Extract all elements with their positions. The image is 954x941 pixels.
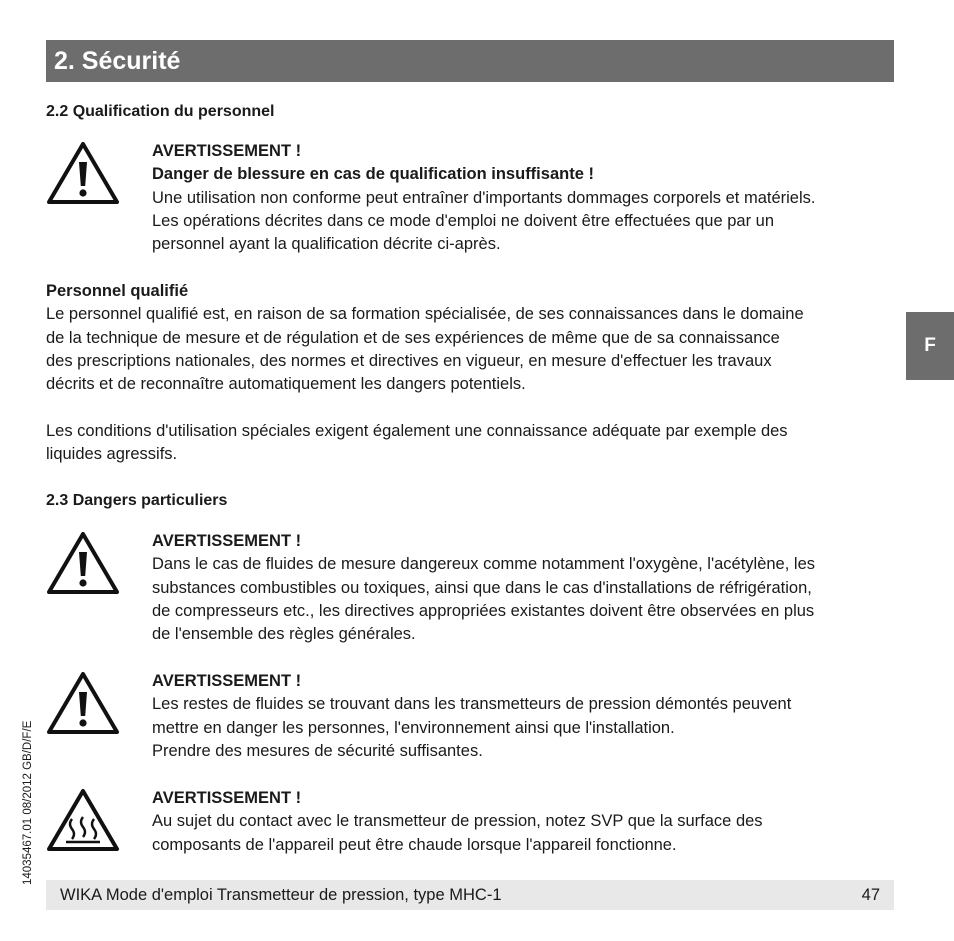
warning-text-line: mettre en danger les personnes, l'environnement ainsi que l'installation. — [152, 718, 675, 737]
document-id: 14035467.01 08/2012 GB/D/F/E — [22, 720, 34, 885]
hot-surface-icon — [46, 787, 120, 853]
warning-dangerous-fluids — [152, 530, 912, 646]
warning-text-line: Les restes de fluides se trouvant dans les transmetteurs de pression démontés peuvent — [152, 695, 792, 714]
warning-text-line: de compresseurs etc., les directives appropriées existantes doivent être observées en plus — [152, 601, 815, 620]
section-heading-2-3: 2.3 Dangers particuliers — [46, 492, 228, 509]
paragraph-line: de la technique de mesure et de régulation et de ses expériences de même que de sa connaissance — [46, 328, 780, 347]
warning-text-line: substances combustibles ou toxiques, ainsi que dans le cas d'installations de réfrigération, — [152, 578, 812, 597]
paragraph-line: des prescriptions nationales, des normes et directives en vigueur, en mesure d'effectuer les travaux — [46, 351, 772, 370]
warning-hot-surface — [152, 787, 912, 857]
section-heading-2-2: 2.2 Qualification du personnel — [46, 103, 275, 120]
warning-title: AVERTISSEMENT ! — [152, 532, 302, 550]
warning-triangle-icon — [46, 530, 120, 596]
language-tab — [906, 312, 954, 380]
warning-residual-fluids — [152, 670, 912, 763]
warning-text-line: Prendre des mesures de sécurité suffisantes. — [152, 741, 483, 760]
warning-text-line: Une utilisation non conforme peut entraîner d'importants dommages corporels et matériels. — [152, 188, 816, 207]
qualified-personnel-block — [46, 280, 906, 396]
warning-text-line: Dans le cas de fluides de mesure dangereux comme notamment l'oxygène, l'acétylène, les — [152, 555, 815, 574]
warning-triangle-icon — [46, 140, 120, 206]
conditions-paragraph — [46, 420, 906, 467]
page-title: 2. Sécurité — [46, 40, 894, 82]
page-number: 47 — [861, 886, 880, 904]
warning-title: AVERTISSEMENT ! — [152, 789, 302, 807]
language-tab-label: F — [924, 335, 936, 356]
warning-triangle-icon — [46, 670, 120, 736]
warning-text-line: Les opérations décrites dans ce mode d'emploi ne doivent être effectuées que par un — [152, 211, 774, 230]
warning-title: AVERTISSEMENT ! — [152, 672, 302, 690]
warning-text-line: composants de l'appareil peut être chaude lorsque l'appareil fonctionne. — [152, 835, 677, 854]
warning-subtitle: Danger de blessure en cas de qualification insuffisante ! — [152, 165, 594, 184]
paragraph-line: décrits et de reconnaître automatiquement les dangers potentiels. — [46, 375, 526, 394]
warning-title: AVERTISSEMENT ! — [152, 142, 302, 160]
paragraph-line: Le personnel qualifié est, en raison de sa formation spécialisée, de ses connaissances dans le domaine — [46, 305, 804, 324]
footer-text: WIKA Mode d'emploi Transmetteur de pression, type MHC-1 — [60, 886, 502, 904]
paragraph-line: Les conditions d'utilisation spéciales exigent également une connaissance adéquate par exemple des — [46, 422, 788, 440]
qualified-personnel-heading: Personnel qualifié — [46, 282, 189, 300]
warning-qualification — [152, 140, 912, 256]
warning-text-line: Au sujet du contact avec le transmetteur de pression, notez SVP que la surface des — [152, 812, 763, 831]
warning-text-line: de l'ensemble des règles générales. — [152, 625, 416, 644]
footer — [46, 880, 894, 910]
paragraph-line: liquides agressifs. — [46, 445, 178, 464]
warning-text-line: personnel ayant la qualification décrite ci-après. — [152, 235, 501, 254]
